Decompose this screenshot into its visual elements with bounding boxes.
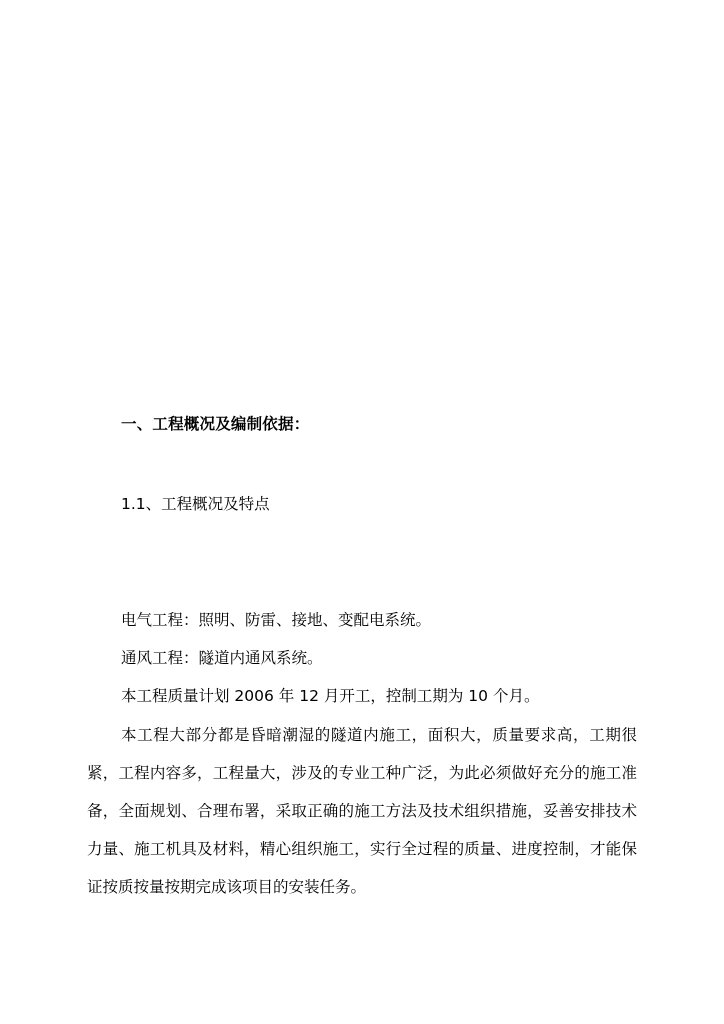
- body-paragraph: 本工程大部分都是昏暗潮湿的隧道内施工，面积大，质量要求高，工期很紧，工程内容多，工程量大，涉及的专业工种广泛，为此必须做好充分的施工准备，全面规划、合理布署，采取正确的施工方法及技术组织措施，妥善安排技术力量、施工机具及材料，精心组织施工，实行全过程的质量、进度控制，才能保证按质按量按期完成该项目的安装任务。: [87, 726, 637, 896]
- subsection-heading: 1.1、工程概况及特点: [121, 495, 270, 513]
- electrical-line: 电气工程：照明、防雷、接地、变配电系统。: [121, 611, 432, 629]
- section-heading: 一、工程概况及编制依据：: [121, 415, 310, 433]
- ventilation-line: 通风工程：隧道内通风系统。: [121, 649, 323, 667]
- schedule-line: 本工程质量计划 2006 年 12 月开工，控制工期为 10 个月。: [121, 687, 540, 705]
